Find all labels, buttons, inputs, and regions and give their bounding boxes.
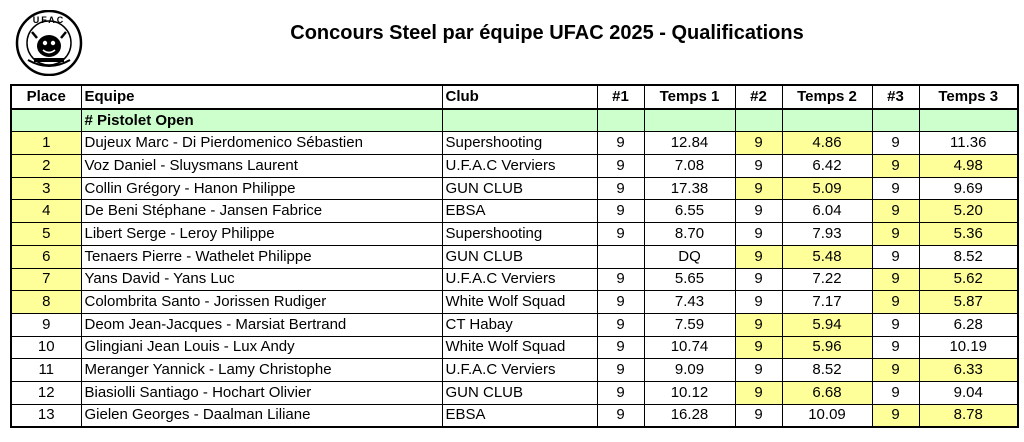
stage3-time-cell: 5.62 [919, 268, 1018, 291]
category-row [11, 109, 1018, 132]
place-cell: 8 [11, 291, 81, 314]
equipe-cell: Voz Daniel - Sluysmans Laurent [81, 155, 442, 178]
category-empty-cell [782, 109, 872, 132]
header-row [11, 85, 1018, 109]
stage1-time-cell: 5.65 [644, 268, 735, 291]
stage3-time-cell: 6.28 [919, 313, 1018, 336]
stage1-time-cell: 10.74 [644, 336, 735, 359]
stage1-time-cell: 6.55 [644, 200, 735, 223]
table-row [11, 291, 1018, 314]
stage1-time-cell: 7.08 [644, 155, 735, 178]
stage2-time-cell: 5.48 [782, 245, 872, 268]
stage2-count-cell: 9 [735, 155, 782, 178]
header-temps3: Temps 3 [919, 85, 1018, 109]
stage3-count-cell: 9 [872, 336, 919, 359]
stage2-time-cell: 4.86 [782, 132, 872, 155]
place-cell: 7 [11, 268, 81, 291]
equipe-cell: Colombrita Santo - Jorissen Rudiger [81, 291, 442, 314]
stage1-count-cell: 9 [597, 313, 644, 336]
stage3-time-cell: 9.69 [919, 177, 1018, 200]
stage3-count-cell: 9 [872, 381, 919, 404]
stage1-time-cell: 9.09 [644, 359, 735, 382]
header-n2: #2 [735, 85, 782, 109]
equipe-cell: Deom Jean-Jacques - Marsiat Bertrand [81, 313, 442, 336]
stage2-count-cell: 9 [735, 268, 782, 291]
table-row [11, 404, 1018, 427]
stage3-time-cell: 8.78 [919, 404, 1018, 427]
stage3-time-cell: 5.20 [919, 200, 1018, 223]
stage2-count-cell: 9 [735, 313, 782, 336]
equipe-cell: De Beni Stéphane - Jansen Fabrice [81, 200, 442, 223]
stage1-count-cell: 9 [597, 223, 644, 246]
stage2-time-cell: 7.93 [782, 223, 872, 246]
stage1-time-cell: DQ [644, 245, 735, 268]
table-row [11, 155, 1018, 178]
category-empty-cell [735, 109, 782, 132]
stage2-time-cell: 8.52 [782, 359, 872, 382]
stage3-count-cell: 9 [872, 313, 919, 336]
stage2-count-cell: 9 [735, 177, 782, 200]
stage2-count-cell: 9 [735, 245, 782, 268]
club-cell: U.F.A.C Verviers [442, 359, 597, 382]
place-cell: 4 [11, 200, 81, 223]
stage2-time-cell: 6.04 [782, 200, 872, 223]
stage2-time-cell: 5.94 [782, 313, 872, 336]
stage2-count-cell: 9 [735, 223, 782, 246]
stage3-time-cell: 4.98 [919, 155, 1018, 178]
stage3-count-cell: 9 [872, 291, 919, 314]
club-cell: U.F.A.C Verviers [442, 155, 597, 178]
svg-text:UFAC: UFAC [32, 15, 66, 25]
category-empty-cell [442, 109, 597, 132]
place-cell: 5 [11, 223, 81, 246]
stage1-time-cell: 17.38 [644, 177, 735, 200]
place-cell: 12 [11, 381, 81, 404]
category-label: # Pistolet Open [81, 109, 442, 132]
stage1-count-cell: 9 [597, 359, 644, 382]
equipe-cell: Collin Grégory - Hanon Philippe [81, 177, 442, 200]
club-cell: EBSA [442, 200, 597, 223]
table-row [11, 313, 1018, 336]
stage2-count-cell: 9 [735, 291, 782, 314]
stage1-count-cell: 9 [597, 268, 644, 291]
table-row [11, 245, 1018, 268]
stage3-count-cell: 9 [872, 155, 919, 178]
header-temps1: Temps 1 [644, 85, 735, 109]
stage3-count-cell: 9 [872, 245, 919, 268]
equipe-cell: Gielen Georges - Daalman Liliane [81, 404, 442, 427]
stage3-time-cell: 8.52 [919, 245, 1018, 268]
club-cell: White Wolf Squad [442, 291, 597, 314]
table-row [11, 336, 1018, 359]
stage1-time-cell: 7.43 [644, 291, 735, 314]
place-cell: 6 [11, 245, 81, 268]
equipe-cell: Yans David - Yans Luc [81, 268, 442, 291]
stage2-count-cell: 9 [735, 404, 782, 427]
stage1-time-cell: 7.59 [644, 313, 735, 336]
stage3-count-cell: 9 [872, 268, 919, 291]
equipe-cell: Meranger Yannick - Lamy Christophe [81, 359, 442, 382]
category-place-cell [11, 109, 81, 132]
club-cell: GUN CLUB [442, 245, 597, 268]
stage3-time-cell: 11.36 [919, 132, 1018, 155]
stage1-count-cell: 9 [597, 291, 644, 314]
stage2-time-cell: 5.96 [782, 336, 872, 359]
category-empty-cell [644, 109, 735, 132]
category-empty-cell [919, 109, 1018, 132]
equipe-cell: Biasiolli Santiago - Hochart Olivier [81, 381, 442, 404]
equipe-cell: Dujeux Marc - Di Pierdomenico Sébastien [81, 132, 442, 155]
header-club: Club [442, 85, 597, 109]
stage3-time-cell: 6.33 [919, 359, 1018, 382]
page-title: Concours Steel par équipe UFAC 2025 - Qualifications [290, 22, 804, 44]
header-equipe: Equipe [81, 85, 442, 109]
stage2-count-cell: 9 [735, 336, 782, 359]
stage3-count-cell: 9 [872, 223, 919, 246]
stage1-count-cell: 9 [597, 132, 644, 155]
equipe-cell: Libert Serge - Leroy Philippe [81, 223, 442, 246]
stage1-time-cell: 8.70 [644, 223, 735, 246]
place-cell: 10 [11, 336, 81, 359]
table-row [11, 132, 1018, 155]
category-empty-cell [597, 109, 644, 132]
stage1-time-cell: 10.12 [644, 381, 735, 404]
club-cell: GUN CLUB [442, 177, 597, 200]
stage2-time-cell: 7.17 [782, 291, 872, 314]
header-n1: #1 [597, 85, 644, 109]
table-row [11, 359, 1018, 382]
stage3-time-cell: 10.19 [919, 336, 1018, 359]
place-cell: 9 [11, 313, 81, 336]
place-cell: 1 [11, 132, 81, 155]
stage2-count-cell: 9 [735, 359, 782, 382]
stage1-count-cell: 9 [597, 404, 644, 427]
stage2-time-cell: 5.09 [782, 177, 872, 200]
stage1-count-cell: 9 [597, 177, 644, 200]
place-cell: 2 [11, 155, 81, 178]
header-temps2: Temps 2 [782, 85, 872, 109]
equipe-cell: Glingiani Jean Louis - Lux Andy [81, 336, 442, 359]
table-row [11, 177, 1018, 200]
stage3-count-cell: 9 [872, 132, 919, 155]
club-cell: U.F.A.C Verviers [442, 268, 597, 291]
table-row [11, 268, 1018, 291]
club-cell: CT Habay [442, 313, 597, 336]
stage3-count-cell: 9 [872, 200, 919, 223]
stage3-time-cell: 5.36 [919, 223, 1018, 246]
header-n3: #3 [872, 85, 919, 109]
stage2-count-cell: 9 [735, 132, 782, 155]
stage3-count-cell: 9 [872, 177, 919, 200]
header-place: Place [11, 85, 81, 109]
stage2-time-cell: 6.42 [782, 155, 872, 178]
stage3-count-cell: 9 [872, 404, 919, 427]
stage1-count-cell [597, 245, 644, 268]
club-cell: GUN CLUB [442, 381, 597, 404]
stage1-count-cell: 9 [597, 200, 644, 223]
stage3-time-cell: 5.87 [919, 291, 1018, 314]
place-cell: 3 [11, 177, 81, 200]
stage1-count-cell: 9 [597, 155, 644, 178]
club-cell: EBSA [442, 404, 597, 427]
stage2-time-cell: 6.68 [782, 381, 872, 404]
table-row [11, 381, 1018, 404]
club-cell: White Wolf Squad [442, 336, 597, 359]
table-row [11, 200, 1018, 223]
stage1-count-cell: 9 [597, 381, 644, 404]
stage1-time-cell: 12.84 [644, 132, 735, 155]
club-cell: Supershooting [442, 223, 597, 246]
stage3-time-cell: 9.04 [919, 381, 1018, 404]
category-empty-cell [872, 109, 919, 132]
table-row [11, 223, 1018, 246]
stage2-count-cell: 9 [735, 381, 782, 404]
stage3-count-cell: 9 [872, 359, 919, 382]
stage1-time-cell: 16.28 [644, 404, 735, 427]
place-cell: 13 [11, 404, 81, 427]
equipe-cell: Tenaers Pierre - Wathelet Philippe [81, 245, 442, 268]
stage2-time-cell: 7.22 [782, 268, 872, 291]
club-cell: Supershooting [442, 132, 597, 155]
stage1-count-cell: 9 [597, 336, 644, 359]
results-table [10, 84, 1019, 428]
stage2-time-cell: 10.09 [782, 404, 872, 427]
stage2-count-cell: 9 [735, 200, 782, 223]
place-cell: 11 [11, 359, 81, 382]
